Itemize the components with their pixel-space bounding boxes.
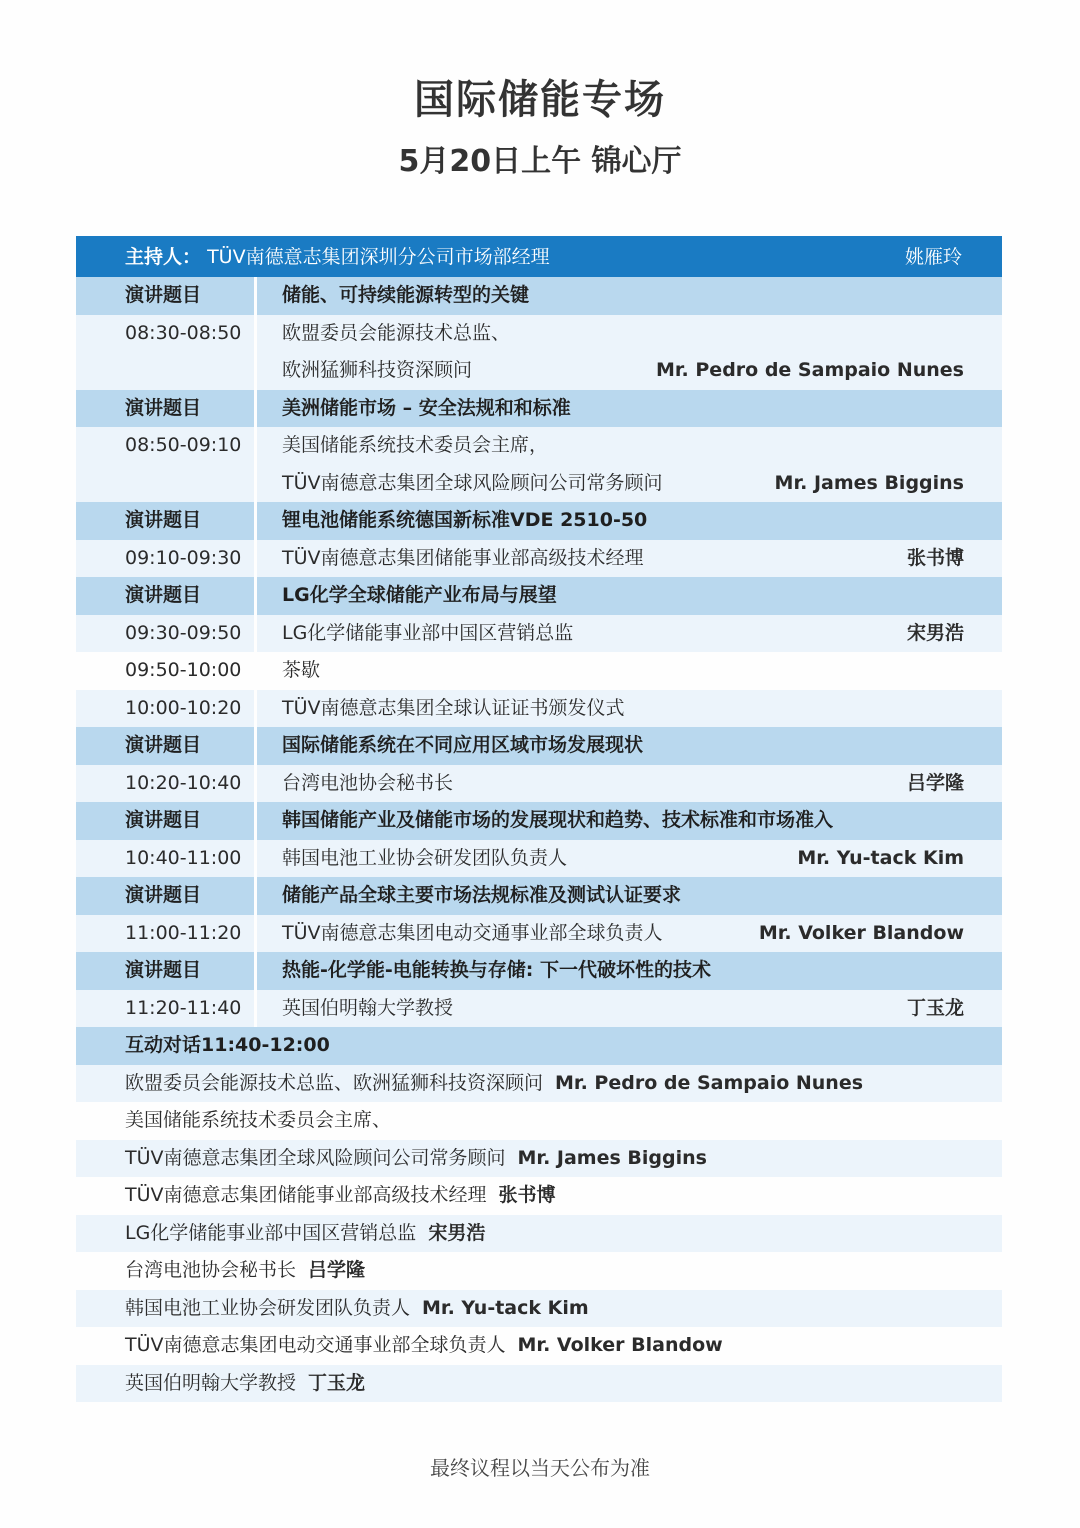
speaker-title: 美国储能系统技术委员会主席， bbox=[282, 434, 549, 456]
topic-label: 演讲题目 bbox=[125, 584, 202, 606]
topic-label: 演讲题目 bbox=[125, 396, 202, 419]
panel-member bbox=[125, 1327, 723, 1364]
speaker-row bbox=[76, 540, 1002, 578]
topic-title: 国际储能系统在不同应用区域市场发展现状 bbox=[282, 734, 644, 756]
session-time: 10:20-10:40 bbox=[125, 771, 242, 794]
topic-title: 储能产品全球主要市场法规标准及测试认证要求 bbox=[282, 884, 682, 906]
column-divider bbox=[254, 765, 257, 803]
panel-member bbox=[125, 1065, 863, 1102]
column-divider bbox=[254, 990, 257, 1028]
topic-label: 演讲题目 bbox=[125, 809, 202, 831]
speaker-row-cont bbox=[76, 352, 1002, 390]
topic-label: 演讲题目 bbox=[125, 509, 202, 531]
panel-member-name: 丁玉龙 bbox=[308, 1371, 366, 1394]
session-time: 08:30-08:50 bbox=[125, 321, 242, 344]
topic-title: 锂电池储能系统德国新标准VDE 2510-50 bbox=[282, 509, 648, 531]
break-text: TÜV南德意志集团全球认证证书颁发仪式 bbox=[282, 696, 625, 719]
host-row bbox=[76, 236, 1002, 277]
speaker-title: 韩国电池工业协会研发团队负责人 bbox=[282, 846, 568, 869]
speaker-row bbox=[76, 315, 1002, 353]
page-subtitle: 5月20日上午 锦心厅 bbox=[398, 144, 682, 179]
panel-member-name: Mr. James Biggins bbox=[517, 1146, 707, 1169]
panel-member-row bbox=[76, 1102, 1002, 1140]
panel-member-org: 韩国电池工业协会研发团队负责人 bbox=[125, 1296, 411, 1319]
speaker-title: 欧盟委员会能源技术总监、 bbox=[282, 321, 511, 344]
speaker-name: Mr. Volker Blandow bbox=[758, 921, 964, 944]
panel-member-org: 英国伯明翰大学教授 bbox=[125, 1371, 297, 1394]
panel-member-org: 台湾电池协会秘书长 bbox=[125, 1259, 297, 1281]
panel-member-row bbox=[76, 1252, 1002, 1290]
topic-row bbox=[76, 502, 1002, 540]
topic-row bbox=[76, 277, 1002, 315]
session-time: 09:30-09:50 bbox=[125, 621, 242, 644]
column-divider bbox=[254, 352, 257, 390]
column-divider bbox=[254, 615, 257, 653]
column-divider bbox=[254, 915, 257, 953]
speaker-name: Mr. James Biggins bbox=[774, 471, 964, 494]
panel-member-org: LG化学储能事业部中国区营销总监 bbox=[125, 1221, 417, 1244]
panel-member-org: TÜV南德意志集团储能事业部高级技术经理 bbox=[125, 1184, 487, 1206]
panel-member-row bbox=[76, 1065, 1002, 1103]
panel-member-org: TÜV南德意志集团全球风险顾问公司常务顾问 bbox=[125, 1146, 506, 1169]
topic-title: 韩国储能产业及储能市场的发展现状和趋势、技术标准和市场准入 bbox=[282, 809, 834, 831]
topic-row bbox=[76, 802, 1002, 840]
column-divider bbox=[254, 390, 257, 428]
page-title: 国际储能专场 bbox=[414, 77, 666, 123]
panel-title-row bbox=[76, 1027, 1002, 1065]
speaker-title: 台湾电池协会秘书长 bbox=[282, 771, 454, 794]
topic-row bbox=[76, 952, 1002, 990]
column-divider bbox=[254, 465, 257, 503]
panel-member bbox=[125, 1102, 391, 1139]
panel-member-name: Mr. Yu-tack Kim bbox=[422, 1296, 589, 1319]
panel-member-name: 张书博 bbox=[498, 1184, 556, 1206]
panel-member-name: Mr. Volker Blandow bbox=[517, 1334, 723, 1356]
speaker-name: 吕学隆 bbox=[906, 771, 964, 794]
speaker-name: Mr. Yu-tack Kim bbox=[797, 846, 964, 869]
panel-member-row bbox=[76, 1327, 1002, 1365]
break-row bbox=[76, 652, 1002, 690]
agenda-table bbox=[76, 236, 1002, 1402]
panel-member bbox=[125, 1252, 365, 1289]
speaker-name: 张书博 bbox=[906, 546, 964, 569]
session-time: 08:50-09:10 bbox=[125, 434, 242, 456]
speaker-row bbox=[76, 915, 1002, 953]
speaker-row bbox=[76, 427, 1002, 465]
panel-member-row bbox=[76, 1215, 1002, 1253]
panel-member bbox=[125, 1140, 707, 1177]
column-divider bbox=[254, 802, 257, 840]
speaker-title-cont: TÜV南德意志集团全球风险顾问公司常务顾问 bbox=[282, 471, 663, 494]
column-divider bbox=[254, 427, 257, 465]
speaker-row bbox=[76, 615, 1002, 653]
topic-label: 演讲题目 bbox=[125, 959, 202, 981]
panel-member-row bbox=[76, 1290, 1002, 1328]
panel-member-name: Mr. Pedro de Sampaio Nunes bbox=[555, 1071, 864, 1094]
speaker-title: LG化学储能事业部中国区营销总监 bbox=[282, 621, 574, 644]
column-divider bbox=[254, 652, 257, 690]
panel-member-org: 欧盟委员会能源技术总监、欧洲猛狮科技资深顾问 bbox=[125, 1071, 544, 1094]
speaker-row-cont bbox=[76, 465, 1002, 503]
break-text: 茶歇 bbox=[282, 659, 321, 681]
panel-member-row bbox=[76, 1177, 1002, 1215]
column-divider bbox=[254, 315, 257, 353]
panel-title: 互动对话11:40-12:00 bbox=[125, 1034, 330, 1056]
panel-member bbox=[125, 1290, 589, 1327]
speaker-row bbox=[76, 990, 1002, 1028]
speaker-title: 英国伯明翰大学教授 bbox=[282, 996, 454, 1019]
session-time: 10:40-11:00 bbox=[125, 846, 242, 869]
panel-member-org: TÜV南德意志集团电动交通事业部全球负责人 bbox=[125, 1334, 506, 1356]
speaker-name: Mr. Pedro de Sampaio Nunes bbox=[655, 359, 964, 381]
host-org: TÜV南德意志集团深圳分公司市场部经理 bbox=[207, 246, 550, 268]
panel-member-org: 美国储能系统技术委员会主席、 bbox=[125, 1109, 392, 1131]
column-divider bbox=[254, 540, 257, 578]
topic-title: 美洲储能市场 – 安全法规和和标准 bbox=[282, 396, 571, 419]
topic-title: LG化学全球储能产业布局与展望 bbox=[282, 584, 557, 606]
speaker-title: TÜV南德意志集团储能事业部高级技术经理 bbox=[282, 546, 644, 569]
session-time: 09:10-09:30 bbox=[125, 546, 242, 569]
column-divider bbox=[254, 690, 257, 728]
break-time: 10:00-10:20 bbox=[125, 696, 242, 719]
session-time: 11:20-11:40 bbox=[125, 996, 242, 1019]
panel-member-name: 宋男浩 bbox=[428, 1221, 486, 1244]
topic-label: 演讲题目 bbox=[125, 284, 202, 306]
agenda-body bbox=[76, 277, 1002, 1402]
column-divider bbox=[254, 577, 257, 615]
host-label: 主持人： bbox=[125, 246, 202, 268]
topic-row bbox=[76, 727, 1002, 765]
panel-member bbox=[125, 1215, 485, 1252]
panel-member bbox=[125, 1365, 365, 1402]
column-divider bbox=[254, 502, 257, 540]
break-time: 09:50-10:00 bbox=[125, 659, 242, 681]
topic-row bbox=[76, 877, 1002, 915]
break-row bbox=[76, 690, 1002, 728]
speaker-name: 丁玉龙 bbox=[906, 996, 964, 1019]
topic-label: 演讲题目 bbox=[125, 884, 202, 906]
column-divider bbox=[254, 727, 257, 765]
column-divider bbox=[254, 952, 257, 990]
speaker-title-cont: 欧洲猛狮科技资深顾问 bbox=[282, 359, 473, 381]
column-divider bbox=[254, 277, 257, 315]
footer-note: 最终议程以当天公布为准 bbox=[430, 1456, 650, 1480]
topic-row bbox=[76, 577, 1002, 615]
panel-member-row bbox=[76, 1140, 1002, 1178]
speaker-row bbox=[76, 765, 1002, 803]
speaker-title: TÜV南德意志集团电动交通事业部全球负责人 bbox=[282, 921, 663, 944]
topic-title: 储能、可持续能源转型的关键 bbox=[282, 284, 530, 306]
topic-title: 热能-化学能-电能转换与存储: 下一代破坏性的技术 bbox=[282, 959, 711, 981]
panel-member-name: 吕学隆 bbox=[308, 1259, 366, 1281]
column-divider bbox=[254, 877, 257, 915]
panel-member bbox=[125, 1177, 556, 1214]
panel-member-row bbox=[76, 1365, 1002, 1403]
host-name: 姚雁玲 bbox=[904, 246, 962, 268]
speaker-row bbox=[76, 840, 1002, 878]
topic-label: 演讲题目 bbox=[125, 734, 202, 756]
column-divider bbox=[254, 840, 257, 878]
topic-row bbox=[76, 390, 1002, 428]
speaker-name: 宋男浩 bbox=[906, 621, 964, 644]
session-time: 11:00-11:20 bbox=[125, 921, 242, 944]
